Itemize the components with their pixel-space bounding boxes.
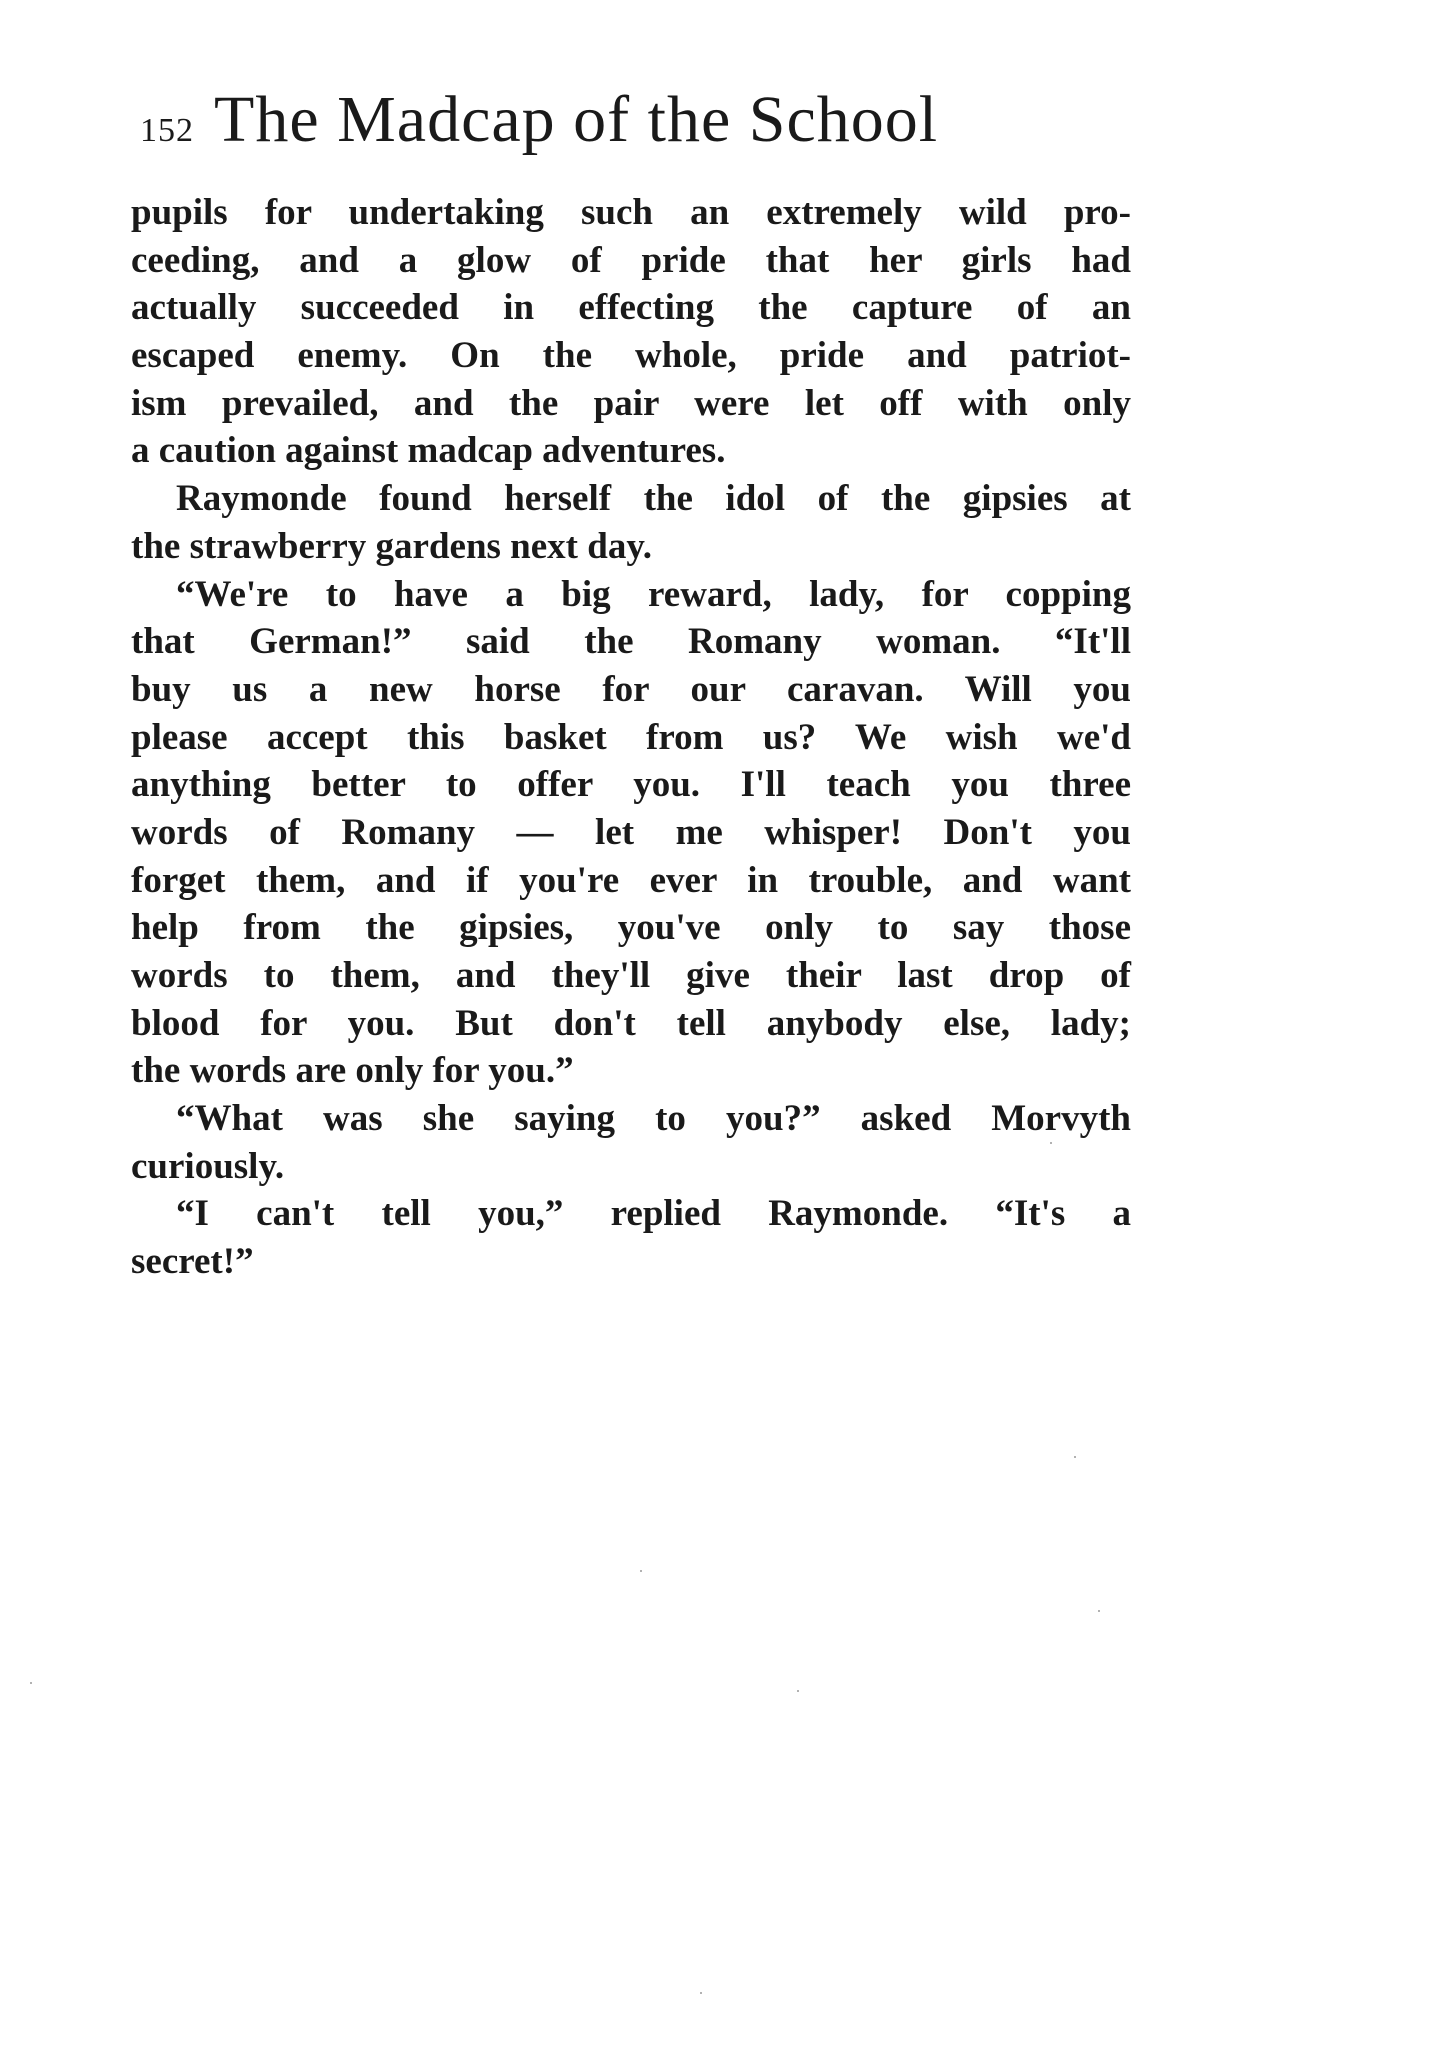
text-line: ism prevailed, and the pair were let off with only [131, 382, 1131, 424]
paper-speck [1074, 1456, 1076, 1458]
paper-speck [700, 1992, 702, 1994]
text-line: “We're to have a big reward, lady, for copping [176, 573, 1131, 615]
running-head [140, 82, 1140, 162]
page-number: 152 [140, 112, 194, 149]
text-line: forget them, and if you're ever in trouble, and want [131, 859, 1131, 901]
text-line: “I can't tell you,” replied Raymonde. “It's a [176, 1193, 1131, 1235]
text-line: curiously. [131, 1145, 285, 1187]
text-line: ceeding, and a glow of pride that her girls had [131, 239, 1131, 281]
text-line: please accept this basket from us? We wish we'd [131, 716, 1131, 758]
text-line: “What was she saying to you?” asked Morvyth [176, 1098, 1131, 1140]
book-title: The Madcap of the School [214, 83, 939, 156]
paper-speck [30, 1682, 32, 1684]
text-line: pupils for undertaking such an extremely wild pro- [131, 192, 1131, 233]
text-line: anything better to offer you. I'll teach you three [131, 764, 1131, 806]
text-line: a caution against madcap adventures. [131, 430, 726, 472]
text-line: Raymonde found herself the idol of the gipsies at [176, 478, 1131, 520]
text-line: that German!” said the Romany woman. “It'll [131, 621, 1131, 663]
paper-speck [640, 1570, 642, 1572]
text-line: words of Romany — let me whisper! Don't you [131, 811, 1131, 853]
text-line: help from the gipsies, you've only to say those [131, 907, 1131, 949]
paper-speck [1098, 1610, 1100, 1612]
text-line: blood for you. But don't tell anybody else, lady; [131, 1002, 1131, 1044]
text-line: the strawberry gardens next day. [131, 525, 653, 567]
text-line: actually succeeded in effecting the capture of an [131, 287, 1131, 329]
paper-speck [797, 1690, 799, 1692]
body-text [131, 189, 1131, 1286]
text-line: escaped enemy. On the whole, pride and patriot- [131, 335, 1131, 377]
text-line: buy us a new horse for our caravan. Will you [131, 668, 1131, 710]
text-line: the words are only for you.” [131, 1050, 574, 1092]
paper-speck [1050, 1142, 1052, 1144]
text-line: secret!” [131, 1241, 254, 1283]
text-line: words to them, and they'll give their last drop of [131, 955, 1131, 996]
